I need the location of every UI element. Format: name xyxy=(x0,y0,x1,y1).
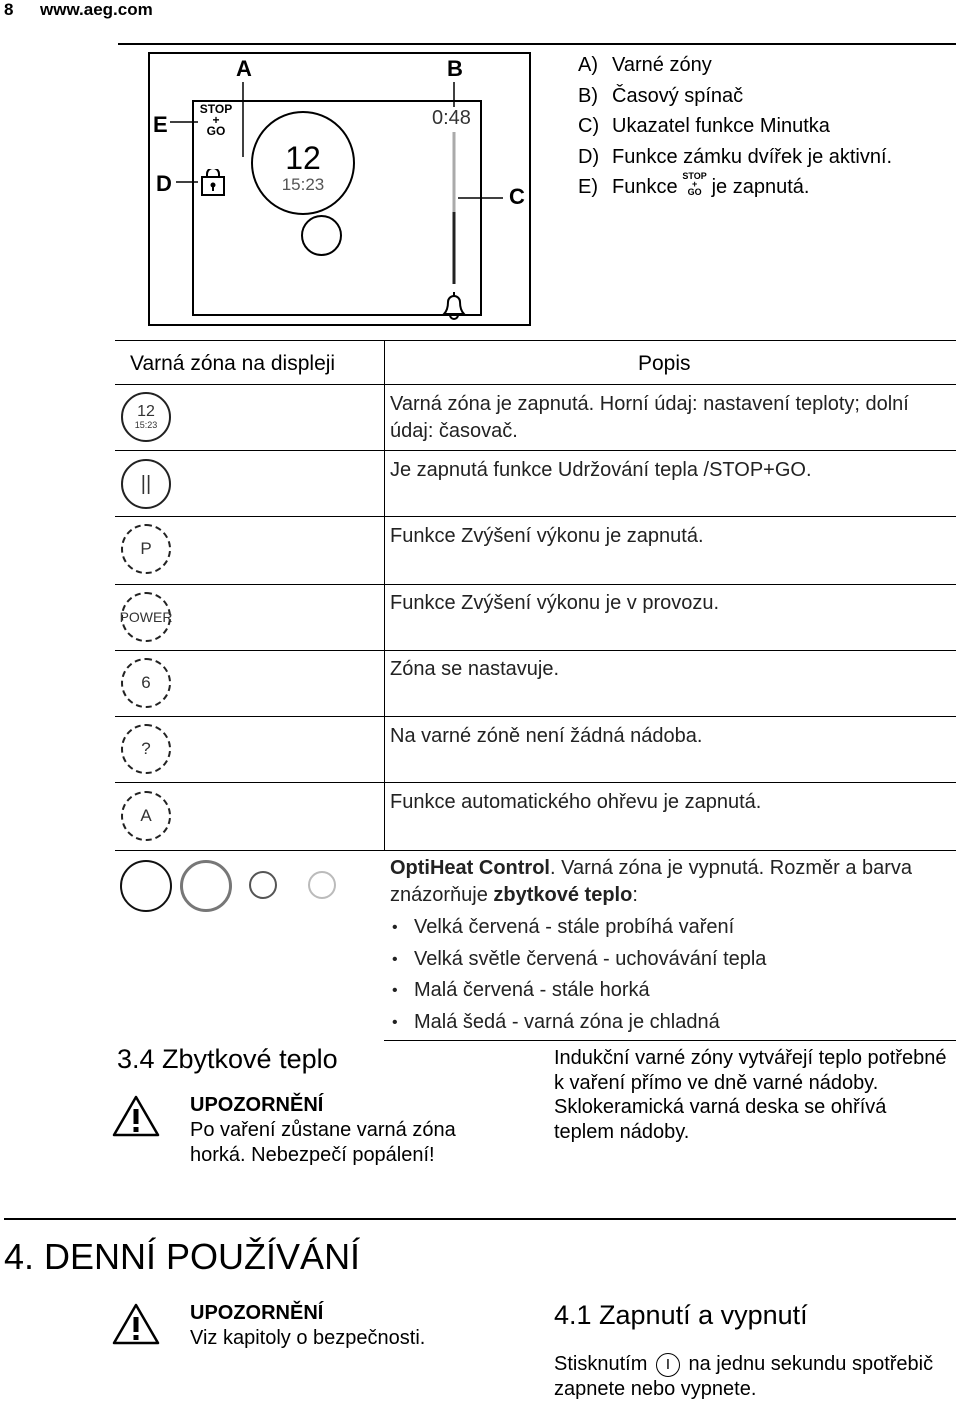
table-header-display: Varná zóna na displeji xyxy=(130,352,336,375)
top-divider xyxy=(118,43,956,45)
residual-large-light-red-icon xyxy=(180,860,232,912)
legend-item: A) Varné zóny xyxy=(578,54,712,76)
table-row-divider xyxy=(115,584,956,585)
callout-e: E xyxy=(153,112,168,137)
lock-icon xyxy=(200,169,228,199)
power-boost-symbol: P xyxy=(121,524,171,574)
auto-heat-symbol: A xyxy=(121,791,171,841)
power-running-symbol: POWER xyxy=(121,592,171,642)
row-description: Je zapnutá funkce Udržování tepla /STOP+GO. xyxy=(390,459,812,481)
section-4-1-title: 4.1 Zapnutí a vypnutí xyxy=(554,1300,808,1330)
legend-item: D) Funkce zámku dvířek je aktivní. xyxy=(578,145,893,168)
list-item: • Velká světle červená - uchovávání tepla xyxy=(390,944,950,976)
website-url[interactable]: www.aeg.com xyxy=(40,0,153,19)
residual-small-red-icon xyxy=(249,871,277,899)
residual-heat-paragraph: Indukční varné zóny vytvářejí teplo potřebné k vaření přímo ve dně varné nádoby. Sklokeramická varná deska se ohřívá teplem nádoby. xyxy=(554,1047,947,1143)
callout-b: B xyxy=(447,56,463,81)
row-description: Na varné zóně není žádná nádoba. xyxy=(390,725,703,747)
list-item: • Malá šedá - varná zóna je chladná xyxy=(390,1007,950,1039)
warning-text: Po vaření zůstane varná zóna horká. Nebezpečí popálení! xyxy=(190,1119,456,1166)
section-4-title: 4. DENNÍ POUŽÍVÁNÍ xyxy=(4,1236,361,1277)
row-description: Varná zóna je zapnutá. Horní údaj: nastavení teploty; dolní údaj: časovač. xyxy=(390,393,909,442)
table-header-divider xyxy=(115,384,956,385)
optiheat-description: OptiHeat Control. Varná zóna je vypnutá. Rozměr a barva znázorňuje zbytkové teplo: • Velká červená - stále probíhá vaření • Velká světle červená - uchovávání tepla • Malá červená - stále horká • Malá šedá - varná zóna je chladná xyxy=(390,855,950,1038)
residual-large-red-icon xyxy=(120,860,172,912)
legend-item: B) Časový spínač xyxy=(578,84,744,107)
section-divider xyxy=(4,1218,956,1220)
warning-icon xyxy=(112,1302,160,1346)
row-description: Funkce automatického ohřevu je zapnutá. xyxy=(390,791,762,813)
no-pot-symbol: ? xyxy=(121,724,171,774)
table-top-border xyxy=(115,340,956,341)
table-row-divider xyxy=(115,650,956,651)
table-column-divider xyxy=(384,340,385,850)
table-row-divider xyxy=(115,850,956,851)
callout-d: D xyxy=(156,171,172,196)
legend-item: C) Ukazatel funkce Minutka xyxy=(578,115,830,137)
table-header-description: Popis xyxy=(638,352,691,375)
page-number: 8 xyxy=(4,0,14,19)
cooking-zone-active: 12 15:23 xyxy=(251,111,355,215)
legend-item: E) Funkce STOP + GO je zapnutá. xyxy=(578,172,892,203)
table-row-divider xyxy=(115,516,956,517)
row-description: Funkce Zvýšení výkonu je zapnutá. xyxy=(390,525,704,547)
bell-icon xyxy=(440,290,468,320)
power-button-icon: I xyxy=(656,1353,680,1377)
section-3-4-title: 3.4 Zbytkové teplo xyxy=(117,1044,338,1074)
power-on-instruction: Stisknutím I na jednu sekundu spotřebič zapnete nebo vypnete. xyxy=(554,1353,934,1400)
warning-title: UPOZORNĚNÍ xyxy=(190,1094,324,1116)
figure-legend xyxy=(578,50,892,203)
residual-heat-list xyxy=(390,912,950,1038)
cooking-zone-small xyxy=(301,215,342,256)
stopgo-icon: STOP + GO xyxy=(682,171,707,197)
warning-title: UPOZORNĚNÍ xyxy=(190,1302,324,1324)
list-item: • Malá červená - stále horká xyxy=(390,975,950,1007)
row-description: Zóna se nastavuje. xyxy=(390,658,559,680)
residual-small-grey-icon xyxy=(308,871,336,899)
table-bottom-border xyxy=(384,1040,956,1041)
keep-warm-symbol: || xyxy=(121,459,171,509)
table-row-divider xyxy=(115,716,956,717)
table-row-divider xyxy=(115,782,956,783)
warning-text: Viz kapitoly o bezpečnosti. xyxy=(190,1327,426,1349)
callout-c: C xyxy=(509,184,525,209)
zone-on-symbol: 12 15:23 xyxy=(121,392,171,442)
table-row-divider xyxy=(115,450,956,451)
row-description: Funkce Zvýšení výkonu je v provozu. xyxy=(390,592,720,614)
zone-setting-symbol: 6 xyxy=(121,658,171,708)
timer-display: 0:48 xyxy=(432,107,471,129)
stopgo-indicator: STOP + GO xyxy=(199,102,233,138)
callout-a: A xyxy=(236,56,252,81)
list-item: • Velká červená - stále probíhá vaření xyxy=(390,912,950,944)
warning-icon xyxy=(112,1094,160,1138)
